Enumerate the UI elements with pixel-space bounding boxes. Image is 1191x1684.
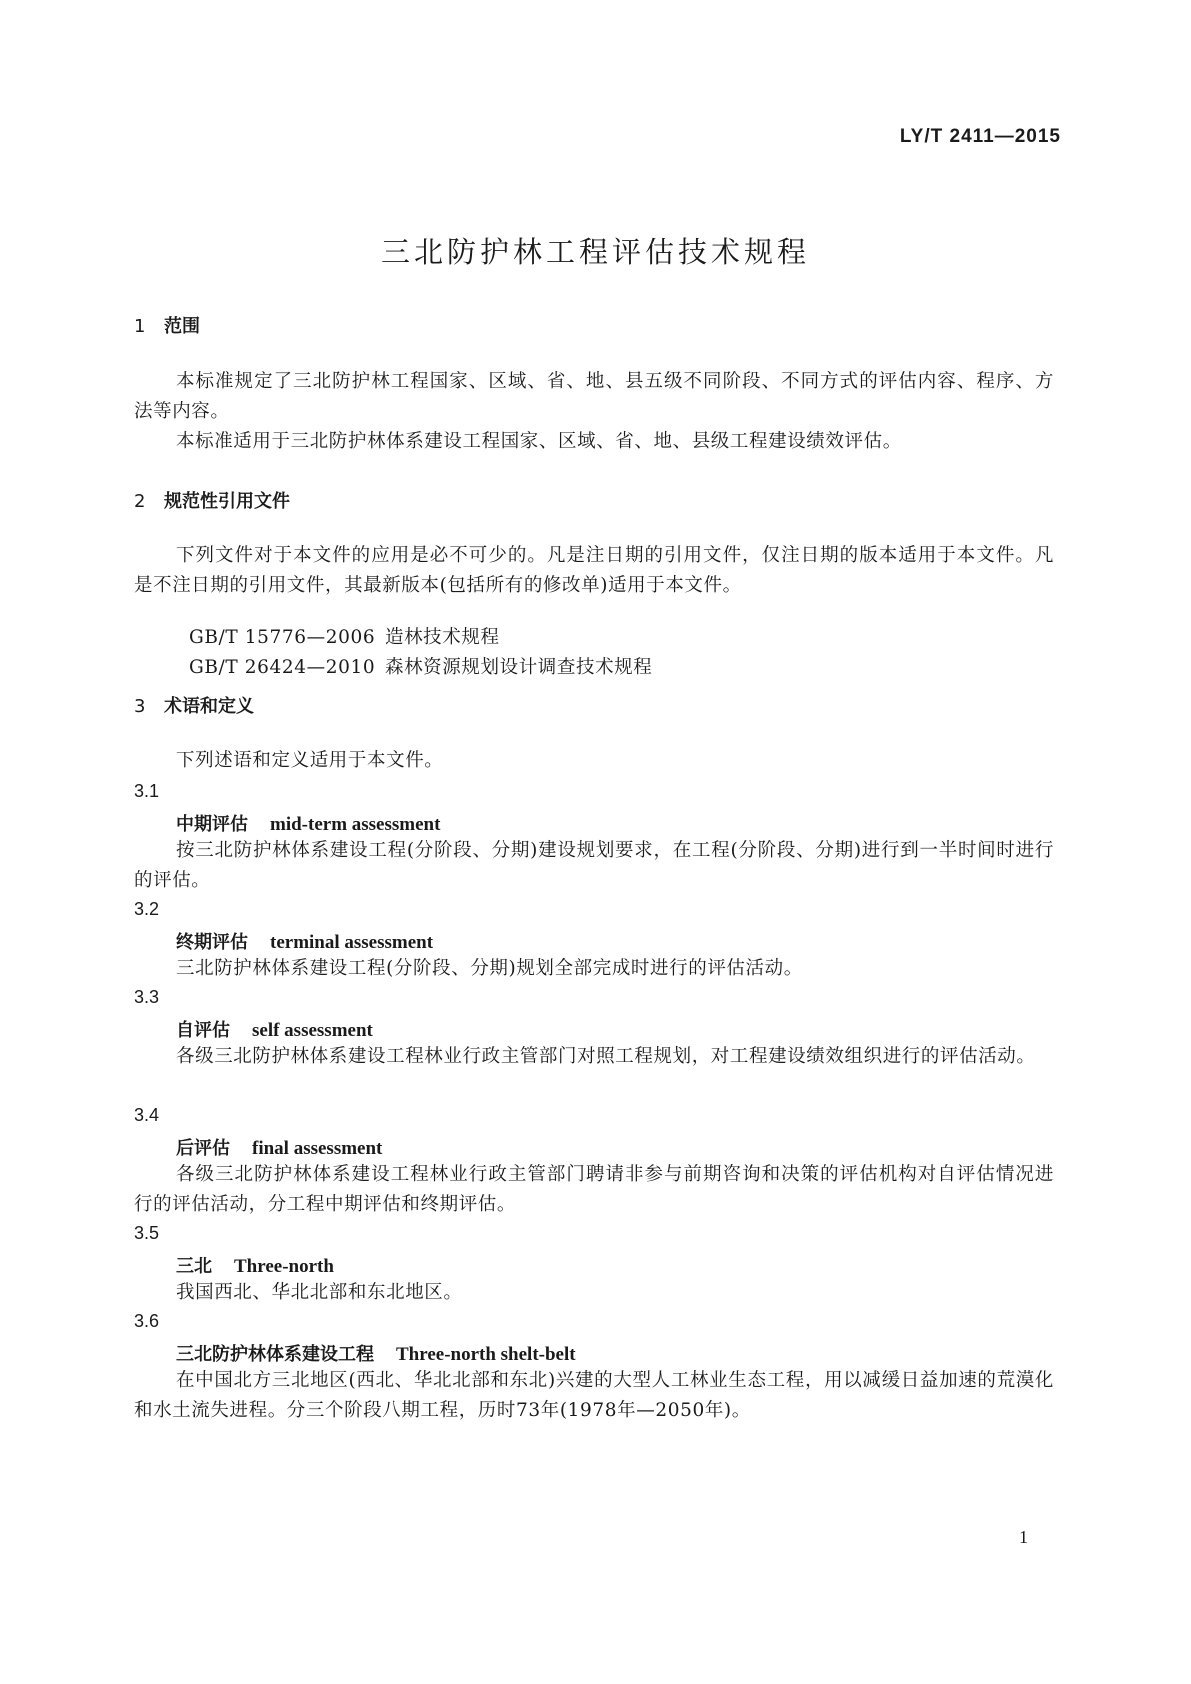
term-en: Three-north xyxy=(234,1256,334,1277)
term-zh: 三北防护林体系建设工程 xyxy=(176,1344,374,1365)
section-1-heading xyxy=(134,312,200,338)
term-heading xyxy=(176,928,433,954)
term-definition: 我国西北、华北北部和东北地区。 xyxy=(176,1282,463,1303)
page-number: 1 xyxy=(1019,1527,1028,1547)
term-heading xyxy=(176,810,440,836)
term-definition: 各级三北防护林体系建设工程林业行政主管部门对照工程规划，对工程建设绩效组织进行的评估活动。 xyxy=(176,1046,1036,1067)
term-zh: 终期评估 xyxy=(176,932,248,953)
paragraph: 下列文件对于本文件的应用是必不可少的。凡是注日期的引用文件，仅注日期的版本适用于本文件。凡是不注日期的引用文件，其最新版本(包括所有的修改单)适用于本文件。 xyxy=(134,545,1054,596)
term-zh: 三北 xyxy=(176,1256,212,1277)
term-number: 3.3 xyxy=(134,987,160,1007)
paragraph: 下列述语和定义适用于本文件。 xyxy=(176,750,444,771)
section-number: 1 xyxy=(134,316,146,337)
term-heading xyxy=(176,1252,334,1278)
term-definition: 在中国北方三北地区(西北、华北北部和东北)兴建的大型人工林业生态工程，用以减缓日益加速的荒漠化和水土流失进程。分三个阶段八期工程，历时73年(1978年—2050年)。 xyxy=(134,1370,1054,1421)
reference-item xyxy=(176,632,652,679)
section-2-heading xyxy=(134,487,290,513)
term-number: 3.6 xyxy=(134,1311,160,1331)
term-en: self assessment xyxy=(252,1020,373,1041)
section-number: 2 xyxy=(134,491,146,512)
term-heading xyxy=(176,1340,576,1366)
reference-title: 造林技术规程 xyxy=(384,627,500,648)
term-en: terminal assessment xyxy=(270,932,434,953)
term-en: final assessment xyxy=(252,1138,383,1159)
term-definition: 按三北防护林体系建设工程(分阶段、分期)建设规划要求，在工程(分阶段、分期)进行到一半时间时进行的评估。 xyxy=(134,840,1054,891)
term-number: 3.2 xyxy=(134,899,160,919)
term-number: 3.5 xyxy=(134,1223,160,1243)
section-number: 3 xyxy=(134,696,146,717)
term-zh: 后评估 xyxy=(176,1138,230,1159)
term-zh: 自评估 xyxy=(176,1020,230,1041)
term-heading xyxy=(176,1016,373,1042)
section-title: 规范性引用文件 xyxy=(164,491,290,512)
reference-title: 森林资源规划设计调查技术规程 xyxy=(384,657,653,678)
document-code: LY/T 2411—2015 xyxy=(899,126,1061,147)
reference-code: GB/T 26424—2010 xyxy=(188,657,376,678)
paragraph: 本标准适用于三北防护林体系建设工程国家、区域、省、地、县级工程建设绩效评估。 xyxy=(176,431,902,452)
term-definition: 三北防护林体系建设工程(分阶段、分期)规划全部完成时进行的评估活动。 xyxy=(176,958,803,979)
term-number: 3.4 xyxy=(134,1105,160,1125)
section-3-heading xyxy=(134,692,254,718)
document-title: 三北防护林工程评估技术规程 xyxy=(380,235,810,269)
term-heading xyxy=(176,1134,382,1160)
paragraph: 本标准规定了三北防护林工程国家、区域、省、地、县五级不同阶段、不同方式的评估内容、程序、方法等内容。 xyxy=(134,371,1054,422)
section-title: 范围 xyxy=(164,316,200,337)
section-title: 术语和定义 xyxy=(164,696,254,717)
term-number: 3.1 xyxy=(134,781,160,801)
term-zh: 中期评估 xyxy=(176,814,248,835)
term-en: Three-north shelt-belt xyxy=(396,1344,576,1365)
term-definition: 各级三北防护林体系建设工程林业行政主管部门聘请非参与前期咨询和决策的评估机构对自评估情况进行的评估活动，分工程中期评估和终期评估。 xyxy=(134,1164,1054,1215)
reference-code: GB/T 15776—2006 xyxy=(188,627,376,648)
term-en: mid-term assessment xyxy=(270,814,441,835)
